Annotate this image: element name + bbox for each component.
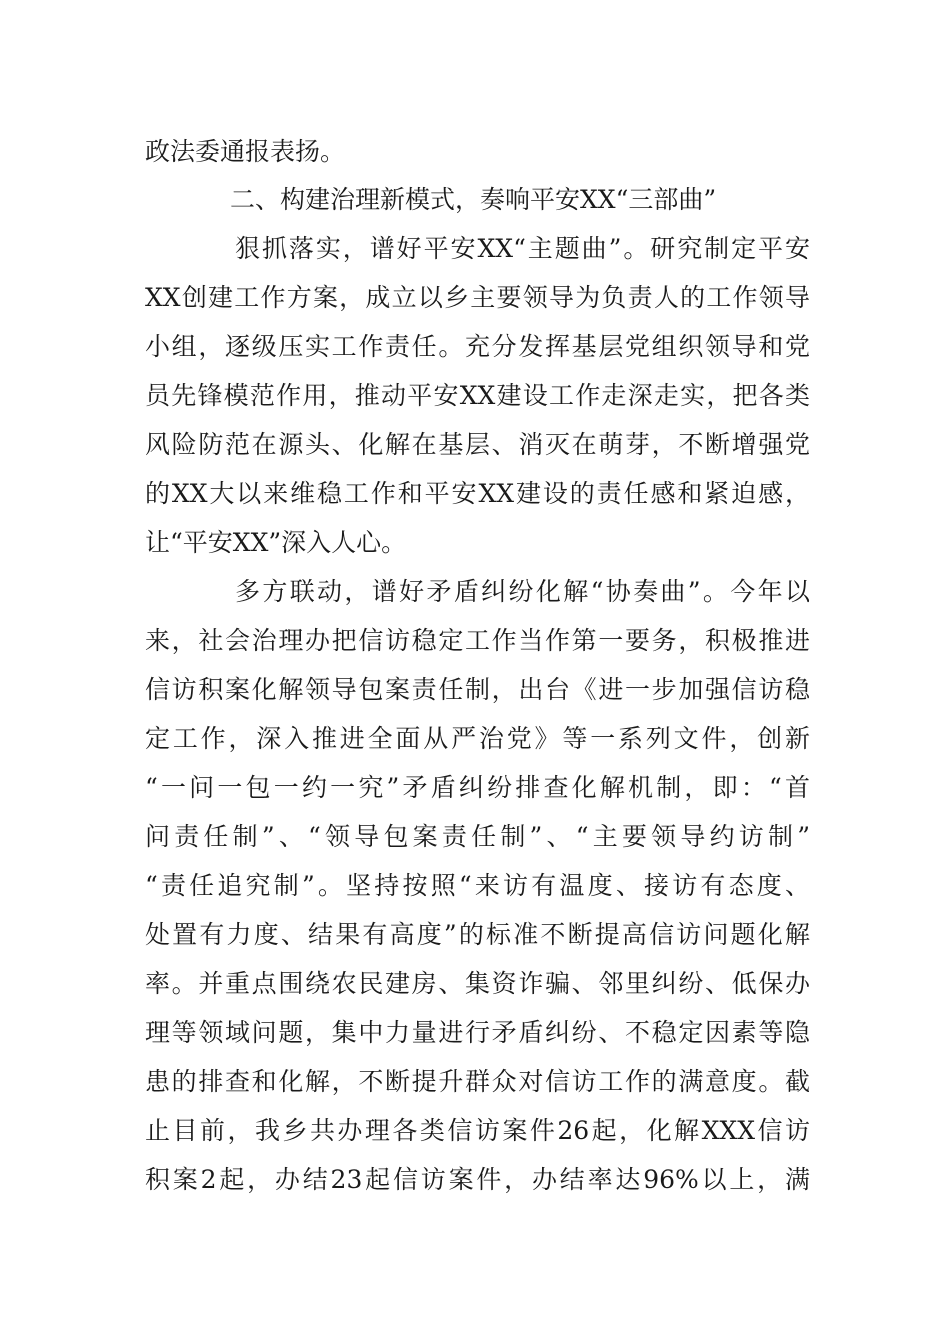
paragraph-line: 止目前，我乡共办理各类信访案件26起，化解XXX信访 [145, 1116, 810, 1145]
paragraph-line: 让“平安XX”深入人心。 [145, 528, 407, 557]
paragraph-line: XX创建工作方案，成立以乡主要领导为负责人的工作领导 [145, 283, 810, 312]
paragraph-line: 多方联动，谱好矛盾纠纷化解“协奏曲”。今年以 [235, 577, 810, 606]
paragraph-line: 的XX大以来维稳工作和平安XX建设的责任感和紧迫感， [145, 479, 810, 508]
paragraph-line: 率。并重点围绕农民建房、集资诈骗、邻里纠纷、低保办 [145, 969, 810, 998]
paragraph-line: 政法委通报表扬。 [145, 137, 346, 166]
paragraph-line: “一问一包一约一究”矛盾纠纷排查化解机制，即：“首 [145, 773, 810, 802]
paragraph-line: 来，社会治理办把信访稳定工作当作第一要务，积极推进 [145, 626, 810, 655]
section-heading: 二、构建治理新模式，奏响平安XX“三部曲” [230, 185, 717, 214]
paragraph-line: 信访积案化解领导包案责任制，出台《进一步加强信访稳 [145, 675, 810, 704]
paragraph-line: “责任追究制”。坚持按照“来访有温度、接访有态度、 [145, 871, 810, 900]
paragraph-line: 处置有力度、结果有高度”的标准不断提高信访问题化解 [145, 920, 810, 949]
paragraph-line: 定工作，深入推进全面从严治党》等一系列文件，创新 [145, 724, 810, 753]
paragraph-line: 狠抓落实，谱好平安XX“主题曲”。研究制定平安 [235, 234, 810, 263]
paragraph-line: 风险防范在源头、化解在基层、消灭在萌芽，不断增强党 [145, 430, 810, 459]
paragraph-line: 患的排查和化解，不断提升群众对信访工作的满意度。截 [145, 1067, 810, 1096]
paragraph-line: 积案2起，办结23起信访案件，办结率达96%以上，满 [145, 1165, 810, 1194]
paragraph-line: 员先锋模范作用，推动平安XX建设工作走深走实，把各类 [145, 381, 810, 410]
paragraph-line: 理等领域问题，集中力量进行矛盾纠纷、不稳定因素等隐 [145, 1018, 810, 1047]
paragraph-line: 小组，逐级压实工作责任。充分发挥基层党组织领导和党 [145, 332, 810, 361]
paragraph-line: 问责任制”、“领导包案责任制”、“主要领导约访制” [145, 822, 810, 851]
